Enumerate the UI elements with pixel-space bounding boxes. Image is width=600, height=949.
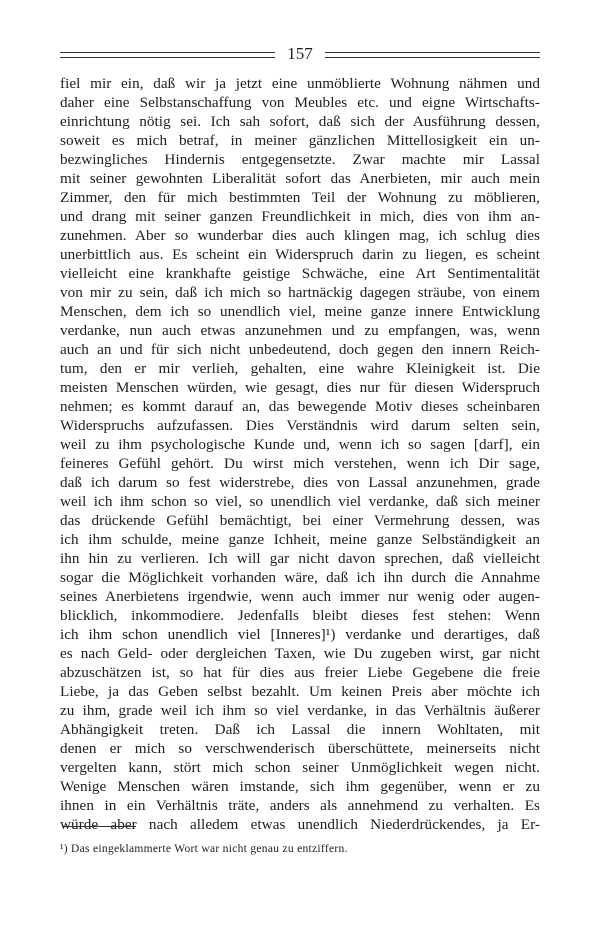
- text-line: zu ihm, grade weil ich ihm so viel verdanke, in das Verhältnis äußerer: [60, 702, 540, 719]
- text-line: ich ihm schulde, meine ganze Ichheit, meine ganze Selbständigkeit an: [60, 531, 540, 548]
- text-line: Abhängigkeit treten. Daß ich Lassal die innern Wohltaten, mit: [60, 721, 540, 738]
- text-line: denen er mich so verschwenderisch überschüttete, meinerseits nicht: [60, 740, 540, 757]
- text-line: ihnen in ein Verhältnis träte, anders als annehmend zu verhalten. Es: [60, 797, 540, 814]
- text-line: weil zu ihm psychologische Kunde und, wenn ich so sagen [darf], ein: [60, 436, 540, 453]
- text-line: einrichtung nötig sei. Ich sah sofort, daß sich der Ausführung dessen,: [60, 113, 540, 130]
- text-line: vergelten kann, stört mich schon seiner Unmöglichkeit wegen nicht.: [60, 759, 540, 776]
- text-line: ich ihm schon unendlich viel [Inneres]¹) verdanke und derartiges, daß: [60, 626, 540, 643]
- text-line: Menschen, dem ich so unendlich viel, meine ganze innere Entwicklung: [60, 303, 540, 320]
- text-line: und drang mit seiner ganzen Freundlichkeit in mich, dies von ihm an-: [60, 208, 540, 225]
- text-line: bezwingliches Hindernis entgegensetzte. Zwar machte mir Lassal: [60, 151, 540, 168]
- text-line: soweit es mich betraf, in meiner gänzlichen Mittellosigkeit ein un-: [60, 132, 540, 149]
- text-line: meisten Menschen würden, wie gesagt, dies nur für diesen Widerspruch: [60, 379, 540, 396]
- text-line: verdanke, nun auch etwas anzunehmen und zu empfangen, was, wenn: [60, 322, 540, 339]
- text-line: von mir zu sein, daß ich mich so hartnäckig dagegen sträube, von einem: [60, 284, 540, 301]
- text-line: fiel mir ein, daß wir ja jetzt eine unmöblierte Wohnung nähmen und: [60, 75, 540, 92]
- text-line: abzuschätzen ist, so hat für dies aus freier Liebe Gegebene die freie: [60, 664, 540, 681]
- text-line: zunehmen. Aber so wunderbar dies auch klingen mag, ich schlug dies: [60, 227, 540, 244]
- text-line: weil ich ihm schon so viel, so unendlich viel verdanke, daß sich meiner: [60, 493, 540, 510]
- text-line: feineres Gefühl gehört. Du wirst mich verstehen, wenn ich Dir sage,: [60, 455, 540, 472]
- text-line: Widerspruchs aufzufassen. Dies Verständnis wird darum selten sein,: [60, 417, 540, 434]
- text-line: daher eine Selbstanschaffung von Meubles etc. und eigne Wirtschafts-: [60, 94, 540, 111]
- page-number: 157: [287, 44, 313, 63]
- body-text: [60, 74, 540, 834]
- text-line: das drückende Gefühl bemächtigt, bei einer Vermehrung dessen, was: [60, 512, 540, 529]
- text-line: sogar die Möglichkeit vorhanden wäre, daß ich ihn durch die Annahme: [60, 569, 540, 586]
- text-line: Liebe, ja das Geben selbst bezahlt. Um keinen Preis aber möchte ich: [60, 683, 540, 700]
- text-line: nehmen; es kommt darauf an, das bewegende Motiv dieses scheinbaren: [60, 398, 540, 415]
- text-line: seines Anerbietens irgendwie, wenn auch immer nur wenig oder augen-: [60, 588, 540, 605]
- text-line: auch an und für sich nicht unbedeutend, doch gegen den innern Reich-: [60, 341, 540, 358]
- footnote: ¹) Das eingeklammerte Wort war nicht genau zu entziffern.: [60, 843, 348, 855]
- text-line: es nach Geld- oder dergleichen Taxen, wie Du zugeben wirst, gar nicht: [60, 645, 540, 662]
- page-header: [60, 44, 540, 64]
- header-rule-right: [325, 52, 540, 58]
- footnote-separator: [62, 826, 136, 827]
- text-line: mit seiner gewohnten Liberalität sofort das Anerbieten, mir auch mein: [60, 170, 540, 187]
- text-line: würde aber nach alledem etwas unendlich Niederdrückendes, ja Er-: [60, 816, 540, 833]
- text-line: vielleicht eine krankhafte geistige Schwäche, eine Art Sentimentalität: [60, 265, 540, 282]
- text-line: daß ich darum so fest widerstrebe, dies von Lassal anzunehmen, grade: [60, 474, 540, 491]
- text-line: Wenige Menschen wären imstande, sich ihm gegenüber, wenn er zu: [60, 778, 540, 795]
- header-rule-left: [60, 52, 275, 58]
- text-line: unerbittlich aus. Es scheint ein Widerspruch darin zu liegen, es scheint: [60, 246, 540, 263]
- text-line: blicklich, inkommodiere. Jedenfalls bleibt dieses fest stehen: Wenn: [60, 607, 540, 624]
- text-line: Zimmer, den für mich bestimmten Teil der Wohnung zu möblieren,: [60, 189, 540, 206]
- text-line: ihn hin zu verlieren. Ich will gar nicht davon sprechen, daß vielleicht: [60, 550, 540, 567]
- text-line: tum, den er mir verlieh, gehalten, eine wahre Kleinigkeit ist. Die: [60, 360, 540, 377]
